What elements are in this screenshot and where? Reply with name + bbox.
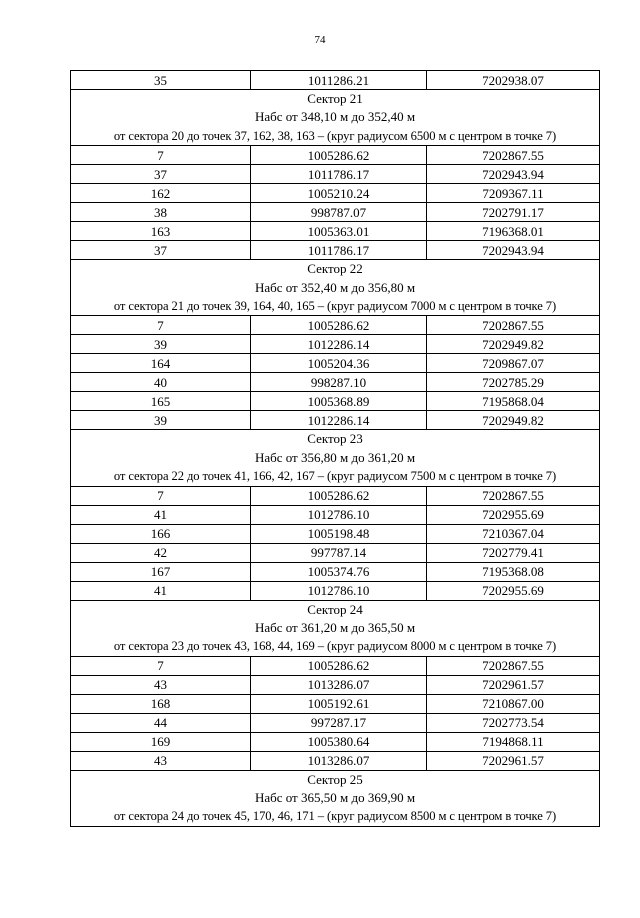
table-row <box>71 486 600 505</box>
table-row <box>71 165 600 184</box>
y-coordinate-cell: 7202949.82 <box>427 411 600 430</box>
sector-header-cell <box>71 600 600 656</box>
point-number-cell: 37 <box>71 241 251 260</box>
point-number-cell: 39 <box>71 335 251 354</box>
sector-header-cell <box>71 90 600 146</box>
x-coordinate-cell: 1005374.76 <box>251 562 427 581</box>
table-row <box>71 713 600 732</box>
table-row <box>71 373 600 392</box>
x-coordinate-cell: 1012786.10 <box>251 581 427 600</box>
sector-height-range: Набс от 348,10 м до 352,40 м <box>254 109 416 125</box>
table-row <box>71 581 600 600</box>
sector-header-row <box>71 260 600 316</box>
point-number-cell: 167 <box>71 562 251 581</box>
x-coordinate-cell: 1011786.17 <box>251 165 427 184</box>
table-row <box>71 656 600 675</box>
point-number-cell: 37 <box>71 165 251 184</box>
y-coordinate-cell: 7202867.55 <box>427 146 600 165</box>
table-row <box>71 184 600 203</box>
sector-header-row <box>71 430 600 486</box>
point-number-cell: 166 <box>71 524 251 543</box>
y-coordinate-cell: 7202949.82 <box>427 335 600 354</box>
y-coordinate-cell: 7194868.11 <box>427 732 600 751</box>
y-coordinate-cell: 7202943.94 <box>427 165 600 184</box>
x-coordinate-cell: 1005198.48 <box>251 524 427 543</box>
table-row <box>71 354 600 373</box>
x-coordinate-cell: 998287.10 <box>251 373 427 392</box>
x-coordinate-cell: 1005380.64 <box>251 732 427 751</box>
sector-title: Сектор 25 <box>307 771 363 787</box>
point-number-cell: 39 <box>71 411 251 430</box>
table-row <box>71 392 600 411</box>
table-row <box>71 316 600 335</box>
coordinates-table-body <box>71 71 600 827</box>
sector-height-range: Набс от 365,50 м до 369,90 м <box>254 790 416 806</box>
table-row <box>71 732 600 751</box>
y-coordinate-cell: 7195368.08 <box>427 562 600 581</box>
y-coordinate-cell: 7202955.69 <box>427 505 600 524</box>
y-coordinate-cell: 7209867.07 <box>427 354 600 373</box>
sector-description: от сектора 22 до точек 41, 166, 42, 167 – (круг радиусом 7500 м с центром в точке 7) <box>113 469 557 484</box>
y-coordinate-cell: 7202773.54 <box>427 713 600 732</box>
table-row <box>71 71 600 90</box>
page-number: 74 <box>314 34 326 46</box>
table-row <box>71 751 600 770</box>
x-coordinate-cell: 1005286.62 <box>251 656 427 675</box>
table-row <box>71 203 600 222</box>
point-number-cell: 40 <box>71 373 251 392</box>
sector-height-range: Набс от 356,80 м до 361,20 м <box>254 449 416 465</box>
x-coordinate-cell: 1013286.07 <box>251 751 427 770</box>
sector-height-range: Набс от 361,20 м до 365,50 м <box>254 619 416 635</box>
sector-header-row <box>71 90 600 146</box>
y-coordinate-cell: 7202961.57 <box>427 675 600 694</box>
x-coordinate-cell: 998787.07 <box>251 203 427 222</box>
point-number-cell: 43 <box>71 675 251 694</box>
x-coordinate-cell: 1011286.21 <box>251 71 427 90</box>
point-number-cell: 7 <box>71 316 251 335</box>
sector-header-row <box>71 600 600 656</box>
sector-header-cell <box>71 770 600 826</box>
y-coordinate-cell: 7202955.69 <box>427 581 600 600</box>
x-coordinate-cell: 1005368.89 <box>251 392 427 411</box>
sector-title: Сектор 21 <box>307 91 363 106</box>
y-coordinate-cell: 7202938.07 <box>427 71 600 90</box>
sector-description: от сектора 23 до точек 43, 168, 44, 169 – (круг радиусом 8000 м с центром в точке 7) <box>113 639 557 654</box>
x-coordinate-cell: 1011786.17 <box>251 241 427 260</box>
y-coordinate-cell: 7202867.55 <box>427 656 600 675</box>
table-row <box>71 505 600 524</box>
point-number-cell: 165 <box>71 392 251 411</box>
table-row <box>71 675 600 694</box>
x-coordinate-cell: 1005210.24 <box>251 184 427 203</box>
sector-header-cell <box>71 430 600 486</box>
x-coordinate-cell: 1012286.14 <box>251 411 427 430</box>
point-number-cell: 164 <box>71 354 251 373</box>
point-number-cell: 7 <box>71 486 251 505</box>
x-coordinate-cell: 1005286.62 <box>251 146 427 165</box>
y-coordinate-cell: 7195868.04 <box>427 392 600 411</box>
point-number-cell: 41 <box>71 581 251 600</box>
sector-title: Сектор 22 <box>307 261 363 277</box>
x-coordinate-cell: 1012286.14 <box>251 335 427 354</box>
table-row <box>71 694 600 713</box>
sector-height-range: Набс от 352,40 м до 356,80 м <box>254 279 416 295</box>
sector-description: от сектора 24 до точек 45, 170, 46, 171 – (круг радиусом 8500 м с центром в точке 7) <box>113 809 557 824</box>
table-row <box>71 524 600 543</box>
y-coordinate-cell: 7202961.57 <box>427 751 600 770</box>
point-number-cell: 162 <box>71 184 251 203</box>
y-coordinate-cell: 7210867.00 <box>427 694 600 713</box>
y-coordinate-cell: 7196368.01 <box>427 222 600 241</box>
y-coordinate-cell: 7202779.41 <box>427 543 600 562</box>
point-number-cell: 38 <box>71 203 251 222</box>
sector-description: от сектора 21 до точек 39, 164, 40, 165 – (круг радиусом 7000 м с центром в точке 7) <box>113 298 557 313</box>
x-coordinate-cell: 997787.14 <box>251 543 427 562</box>
table-row <box>71 543 600 562</box>
point-number-cell: 42 <box>71 543 251 562</box>
y-coordinate-cell: 7210367.04 <box>427 524 600 543</box>
sector-header-row <box>71 770 600 826</box>
point-number-cell: 168 <box>71 694 251 713</box>
point-number-cell: 41 <box>71 505 251 524</box>
y-coordinate-cell: 7202943.94 <box>427 241 600 260</box>
y-coordinate-cell: 7209367.11 <box>427 184 600 203</box>
table-row <box>71 222 600 241</box>
x-coordinate-cell: 1005204.36 <box>251 354 427 373</box>
sector-header-cell <box>71 260 600 316</box>
x-coordinate-cell: 1005363.01 <box>251 222 427 241</box>
table-row <box>71 335 600 354</box>
x-coordinate-cell: 1012786.10 <box>251 505 427 524</box>
x-coordinate-cell: 1005286.62 <box>251 486 427 505</box>
y-coordinate-cell: 7202867.55 <box>427 316 600 335</box>
x-coordinate-cell: 1013286.07 <box>251 675 427 694</box>
coordinates-table <box>70 70 600 827</box>
point-number-cell: 35 <box>71 71 251 90</box>
sector-title: Сектор 24 <box>307 601 363 617</box>
x-coordinate-cell: 997287.17 <box>251 713 427 732</box>
y-coordinate-cell: 7202785.29 <box>427 373 600 392</box>
point-number-cell: 7 <box>71 146 251 165</box>
sector-title: Сектор 23 <box>307 431 363 447</box>
y-coordinate-cell: 7202791.17 <box>427 203 600 222</box>
point-number-cell: 163 <box>71 222 251 241</box>
x-coordinate-cell: 1005192.61 <box>251 694 427 713</box>
table-row <box>71 146 600 165</box>
table-row <box>71 411 600 430</box>
point-number-cell: 169 <box>71 732 251 751</box>
point-number-cell: 7 <box>71 656 251 675</box>
point-number-cell: 43 <box>71 751 251 770</box>
point-number-cell: 44 <box>71 713 251 732</box>
sector-description: от сектора 20 до точек 37, 162, 38, 163 – (круг радиусом 6500 м с центром в точке 7) <box>113 128 557 143</box>
table-row <box>71 562 600 581</box>
x-coordinate-cell: 1005286.62 <box>251 316 427 335</box>
y-coordinate-cell: 7202867.55 <box>427 486 600 505</box>
table-row <box>71 241 600 260</box>
